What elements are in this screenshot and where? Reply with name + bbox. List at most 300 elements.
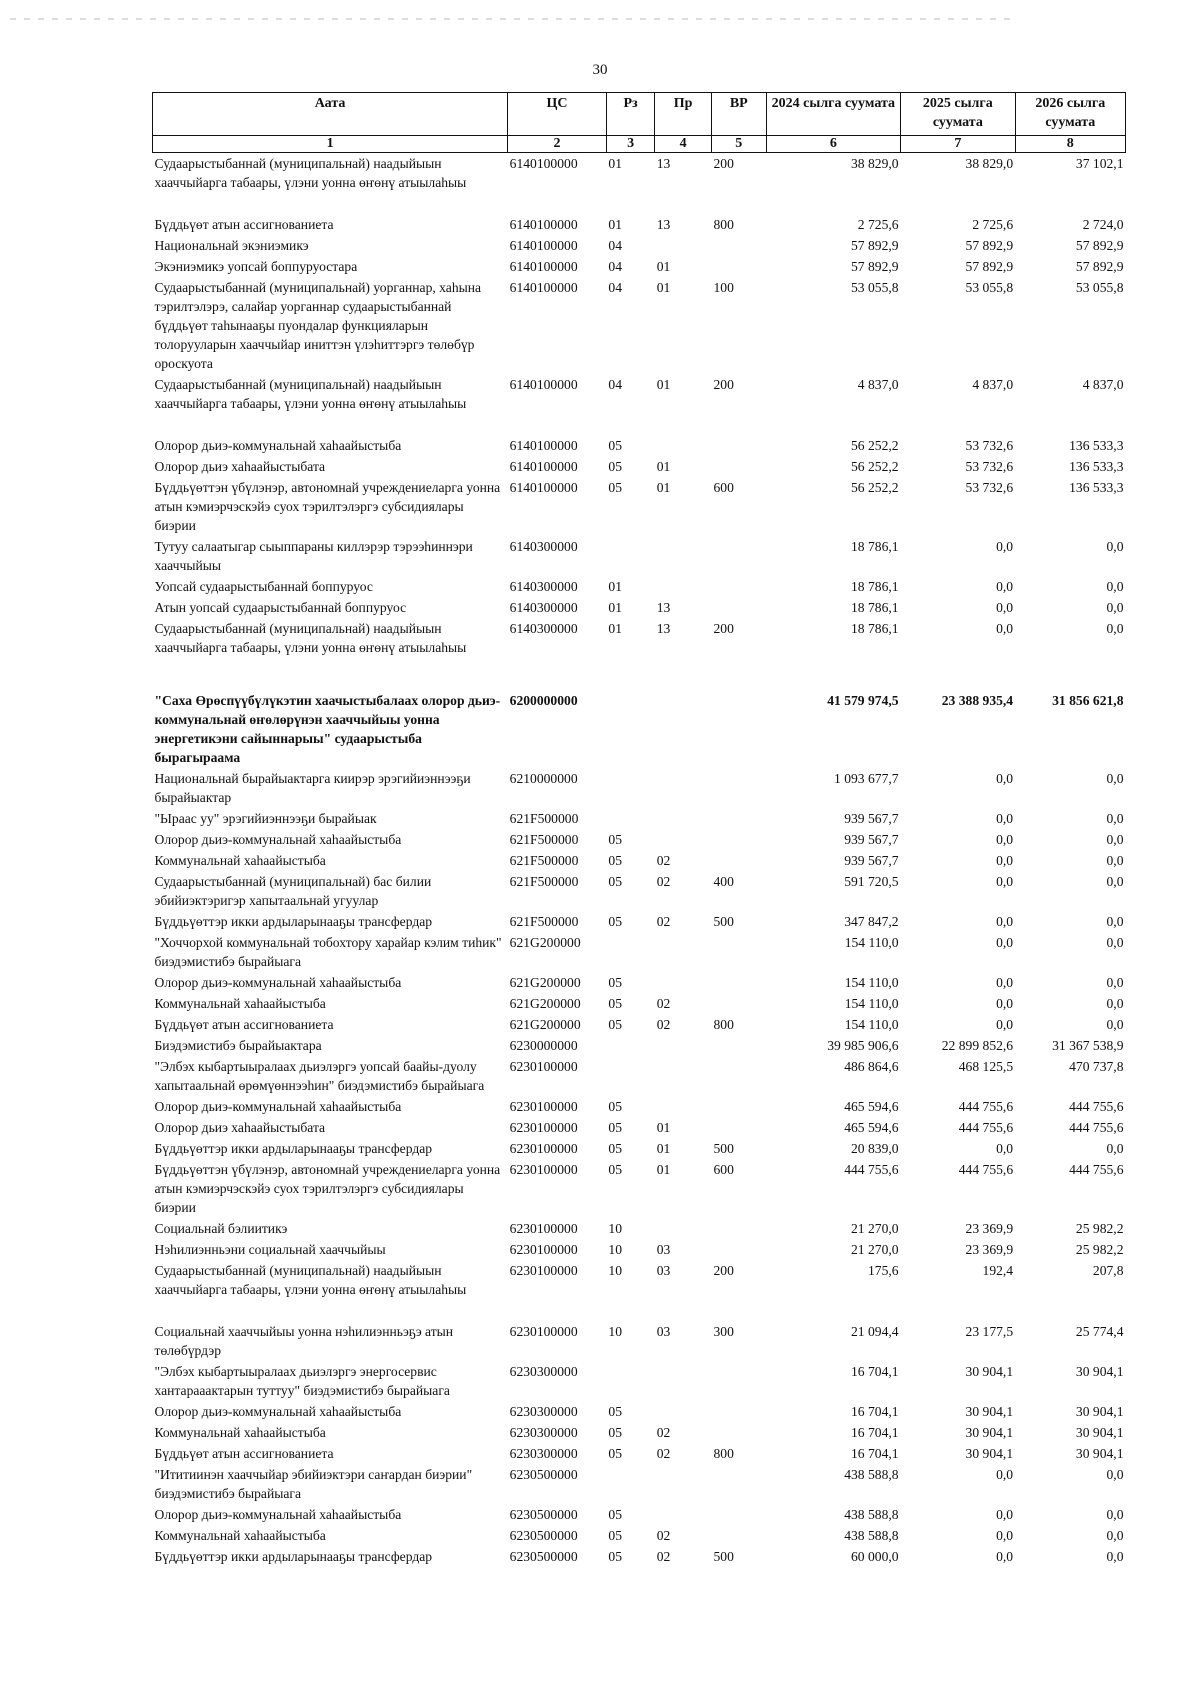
table-header-row	[153, 93, 1126, 136]
row-vr: 200	[713, 621, 734, 636]
row-pr	[655, 972, 712, 993]
table-row	[153, 256, 1126, 277]
row-value-2024: 16 704,1	[851, 1404, 899, 1419]
table-row	[153, 477, 1126, 536]
row-name: Коммунальнай хаһаайыстыба	[154, 996, 326, 1011]
table-row	[153, 768, 1126, 808]
row-code: 621G200000	[509, 1017, 581, 1032]
row-value-2026: 25 774,4	[1075, 1324, 1124, 1339]
row-rz: 05	[608, 1425, 622, 1440]
row-code: 6230500000	[509, 1467, 578, 1482]
row-value-2024: 57 892,9	[851, 238, 899, 253]
row-code: 6230300000	[509, 1404, 578, 1419]
row-vr: 800	[713, 217, 734, 232]
row-code: 6230500000	[509, 1507, 578, 1522]
row-rz: 05	[608, 874, 622, 889]
row-name: Судаарыстыбаннай (муниципальнай) наадыйыын хааччыйарга табаары, үлэни уонна өҥөнү атыылаһыы	[154, 1263, 467, 1297]
row-code: 6140300000	[509, 539, 578, 554]
column-number: 3	[606, 136, 654, 153]
row-pr	[655, 1464, 712, 1504]
row-value-2025: 0,0	[996, 874, 1014, 889]
row-value-2026: 0,0	[1106, 1528, 1124, 1543]
column-header-2024: 2024 сылга суумата	[766, 93, 900, 136]
row-vr	[711, 829, 766, 850]
row-code: 6230100000	[509, 1099, 578, 1114]
row-code: 6140100000	[509, 377, 578, 392]
row-code: 6230100000	[509, 1162, 578, 1177]
row-value-2025: 444 755,6	[958, 1162, 1014, 1177]
row-pr	[655, 235, 712, 256]
row-value-2024: 18 786,1	[851, 600, 899, 615]
row-pr: 02	[656, 914, 671, 929]
column-header-vr: ВР	[711, 93, 766, 136]
row-value-2025: 53 732,6	[965, 438, 1014, 453]
row-vr	[711, 993, 766, 1014]
column-number: 6	[766, 136, 900, 153]
table-row	[153, 1239, 1126, 1260]
row-code: 6230100000	[509, 1221, 578, 1236]
table-row	[153, 972, 1126, 993]
row-value-2024: 2 725,6	[857, 217, 899, 232]
row-pr	[655, 932, 712, 972]
table-row	[153, 277, 1126, 374]
row-value-2026: 136 533,3	[1069, 459, 1124, 474]
row-value-2026: 30 904,1	[1075, 1364, 1124, 1379]
row-name: Нэһилиэнньэни социальнай хааччыйыы	[154, 1242, 386, 1257]
row-pr: 01	[656, 280, 671, 295]
row-pr	[655, 1218, 712, 1239]
row-vr	[711, 256, 766, 277]
row-name: Олорор дьиэ хаһаайыстыбата	[154, 1120, 326, 1135]
table-row	[153, 1014, 1126, 1035]
row-name: Судаарыстыбаннай (муниципальнай) бас билии эбийиэктэригэр хапытаальнай угуулар	[154, 874, 432, 908]
row-pr: 02	[656, 1017, 671, 1032]
table-row	[153, 1159, 1126, 1218]
row-pr	[655, 1056, 712, 1096]
row-code: 6230300000	[509, 1425, 578, 1440]
row-value-2024: 20 839,0	[851, 1141, 899, 1156]
row-code: 621F500000	[509, 914, 579, 929]
row-name: Бүддьүөттэн үбүлэнэр, автономнай учреждениеларга уонна атын кэмиэрчэскэйэ суох тэрилтэлэргэ субсидиялары биэрии	[154, 480, 501, 533]
row-pr	[655, 1401, 712, 1422]
row-value-2026: 136 533,3	[1069, 438, 1124, 453]
table-row	[153, 1056, 1126, 1096]
row-value-2024: 16 704,1	[851, 1446, 899, 1461]
table-row	[153, 597, 1126, 618]
row-value-2026: 0,0	[1106, 1549, 1124, 1564]
row-name: Бүддьүөттэн үбүлэнэр, автономнай учреждениеларга уонна атын кэмиэрчэскэйэ суох тэрилтэлэргэ субсидиялары биэрии	[154, 1162, 501, 1215]
row-pr: 01	[656, 459, 671, 474]
row-pr: 13	[656, 156, 671, 171]
row-vr: 500	[713, 1141, 734, 1156]
table-row	[153, 235, 1126, 256]
row-value-2025: 0,0	[996, 811, 1014, 826]
row-name: Судаарыстыбаннай (муниципальнай) уорганнар, хаһына тэрилтэлэрэ, салайар уорганнар судаарыстыбаннай бүддьүөт таһынааҕы пуондалар функцияларын толорууларын хааччыйар иниттэн үлэһиттэргэ төлөбүр ороскуота	[154, 280, 482, 371]
row-rz: 05	[608, 1141, 622, 1156]
row-value-2026: 0,0	[1106, 600, 1124, 615]
row-vr	[711, 1218, 766, 1239]
row-rz: 05	[608, 1446, 622, 1461]
row-value-2025: 38 829,0	[965, 156, 1014, 171]
column-header-pr: Пр	[655, 93, 712, 136]
row-value-2025: 0,0	[996, 935, 1014, 950]
row-value-2024: 21 270,0	[851, 1242, 899, 1257]
row-rz: 10	[608, 1263, 622, 1278]
row-value-2026: 57 892,9	[1075, 259, 1124, 274]
row-pr: 13	[656, 217, 671, 232]
row-value-2026: 136 533,3	[1069, 480, 1124, 495]
row-vr: 600	[713, 480, 734, 495]
row-value-2025: 0,0	[996, 914, 1014, 929]
row-value-2024: 56 252,2	[851, 459, 899, 474]
row-value-2025: 30 904,1	[965, 1404, 1014, 1419]
row-value-2026: 57 892,9	[1075, 238, 1124, 253]
row-value-2026: 30 904,1	[1075, 1425, 1124, 1440]
row-rz: 10	[608, 1221, 622, 1236]
row-value-2024: 16 704,1	[851, 1364, 899, 1379]
row-value-2024: 18 786,1	[851, 579, 899, 594]
row-name: Бүддьүөт атын ассигнованиета	[154, 1017, 334, 1032]
row-rz	[606, 808, 654, 829]
row-value-2024: 53 055,8	[851, 280, 899, 295]
row-value-2024: 465 594,6	[844, 1120, 899, 1135]
row-rz: 05	[608, 914, 622, 929]
row-vr	[711, 1056, 766, 1096]
row-value-2026: 37 102,1	[1075, 156, 1124, 171]
row-value-2024: 21 270,0	[851, 1221, 899, 1236]
row-vr	[711, 1035, 766, 1056]
row-vr	[711, 456, 766, 477]
row-value-2026: 0,0	[1106, 975, 1124, 990]
row-code: 6230100000	[509, 1059, 578, 1074]
row-vr	[711, 768, 766, 808]
row-vr: 500	[713, 1549, 734, 1564]
row-pr	[655, 435, 712, 456]
row-vr: 200	[713, 1263, 734, 1278]
row-value-2025: 0,0	[996, 539, 1014, 554]
row-pr	[655, 1035, 712, 1056]
row-rz: 04	[608, 238, 622, 253]
table-row	[153, 374, 1126, 435]
row-value-2025: 23 177,5	[965, 1324, 1014, 1339]
row-pr	[655, 1096, 712, 1117]
row-vr	[711, 1096, 766, 1117]
table-row	[153, 850, 1126, 871]
row-vr: 100	[713, 280, 734, 295]
row-vr	[711, 850, 766, 871]
row-rz: 10	[608, 1324, 622, 1339]
row-code: 6140100000	[509, 156, 578, 171]
row-value-2024: 939 567,7	[844, 832, 899, 847]
row-name: "Саха Өрөспүүбүлүкэтин хаачыстыбалаах олорор дьиэ-коммунальнай өҥөлөрүнэн хааччыйыы уонна энергетикэни сайыннарыы" судаарыстыба бырагыраама	[154, 693, 501, 765]
row-pr: 02	[656, 1446, 671, 1461]
row-vr	[711, 1117, 766, 1138]
row-name: "Ыраас уу" эрэгийиэннээҕи бырайыак	[154, 811, 377, 826]
row-value-2026: 0,0	[1106, 874, 1124, 889]
row-rz: 05	[608, 853, 622, 868]
row-value-2026: 0,0	[1106, 853, 1124, 868]
row-vr	[711, 597, 766, 618]
row-vr	[711, 1525, 766, 1546]
row-pr: 01	[656, 1141, 671, 1156]
table-row	[153, 1321, 1126, 1361]
row-value-2026: 0,0	[1106, 996, 1124, 1011]
row-name: Национальнай экэниэмикэ	[154, 238, 309, 253]
table-row	[153, 618, 1126, 679]
column-header-2025: 2025 сылга суумата	[901, 93, 1016, 136]
row-rz: 01	[608, 621, 622, 636]
row-name: Олорор дьиэ-коммунальнай хаһаайыстыба	[154, 1404, 402, 1419]
table-row	[153, 932, 1126, 972]
row-value-2025: 0,0	[996, 996, 1014, 1011]
row-name: Судаарыстыбаннай (муниципальнай) наадыйыын хааччыйарга табаары, үлэни уонна өҥөнү атыылаһыы	[154, 156, 467, 190]
row-value-2025: 0,0	[996, 771, 1014, 786]
column-number: 7	[901, 136, 1016, 153]
row-name: Олорор дьиэ-коммунальнай хаһаайыстыба	[154, 832, 402, 847]
table-row	[153, 1422, 1126, 1443]
row-pr	[655, 1504, 712, 1525]
row-value-2026: 0,0	[1106, 579, 1124, 594]
row-value-2024: 38 829,0	[851, 156, 899, 171]
row-value-2026: 0,0	[1106, 539, 1124, 554]
row-rz: 05	[608, 1120, 622, 1135]
row-rz	[606, 1464, 654, 1504]
row-rz: 05	[608, 996, 622, 1011]
row-value-2026: 25 982,2	[1075, 1242, 1124, 1257]
row-name: Уопсай судаарыстыбаннай боппуруос	[154, 579, 373, 594]
row-pr: 02	[656, 874, 671, 889]
column-number: 5	[711, 136, 766, 153]
row-value-2025: 0,0	[996, 1549, 1014, 1564]
row-vr	[711, 932, 766, 972]
row-rz	[606, 932, 654, 972]
row-value-2024: 438 588,8	[844, 1467, 899, 1482]
row-pr: 02	[656, 1425, 671, 1440]
row-code: 621F500000	[509, 832, 579, 847]
row-value-2025: 444 755,6	[958, 1099, 1014, 1114]
row-value-2025: 2 725,6	[972, 217, 1014, 232]
row-pr: 02	[656, 1549, 671, 1564]
row-rz: 05	[608, 1017, 622, 1032]
row-value-2026: 0,0	[1106, 1467, 1124, 1482]
row-value-2024: 154 110,0	[844, 996, 899, 1011]
row-value-2026: 31 856 621,8	[1052, 693, 1124, 708]
row-rz: 04	[608, 259, 622, 274]
row-name: Олорор дьиэ-коммунальнай хаһаайыстыба	[154, 975, 402, 990]
row-value-2024: 56 252,2	[851, 480, 899, 495]
row-name: Социальнай хааччыйыы уонна нэһилиэнньэҕэ атын төлөбүрдэр	[154, 1324, 454, 1358]
row-code: 6140100000	[509, 217, 578, 232]
row-pr: 01	[656, 259, 671, 274]
row-vr: 500	[713, 914, 734, 929]
row-value-2026: 25 982,2	[1075, 1221, 1124, 1236]
row-value-2026: 0,0	[1106, 811, 1124, 826]
table-row	[153, 1096, 1126, 1117]
table-row	[153, 1401, 1126, 1422]
table-row	[153, 871, 1126, 911]
row-value-2025: 192,4	[982, 1263, 1014, 1278]
row-value-2026: 0,0	[1106, 832, 1124, 847]
row-value-2025: 0,0	[996, 621, 1014, 636]
row-rz: 05	[608, 1528, 622, 1543]
row-vr	[711, 1422, 766, 1443]
row-name: Социальнай бэлиитикэ	[154, 1221, 288, 1236]
row-vr	[711, 1464, 766, 1504]
column-number: 1	[153, 136, 508, 153]
row-name: Биэдэмистибэ бырайыактара	[154, 1038, 322, 1053]
row-name: "Элбэх кыбартыыралаах дьиэлэргэ уопсай баайы-дуолу хапытаальнай өрөмүөннээһин" биэдэмистибэ бырайыага	[154, 1059, 485, 1093]
row-rz: 01	[608, 600, 622, 615]
row-value-2026: 0,0	[1106, 771, 1124, 786]
row-value-2024: 4 837,0	[857, 377, 899, 392]
row-value-2026: 30 904,1	[1075, 1404, 1124, 1419]
row-value-2025: 0,0	[996, 1507, 1014, 1522]
row-value-2025: 4 837,0	[972, 377, 1014, 392]
row-name: Экэниэмикэ уопсай боппуруостара	[154, 259, 358, 274]
row-value-2024: 57 892,9	[851, 259, 899, 274]
row-name: Коммунальнай хаһаайыстыба	[154, 1425, 326, 1440]
row-value-2024: 438 588,8	[844, 1528, 899, 1543]
row-value-2024: 1 093 677,7	[834, 771, 899, 786]
row-rz	[606, 768, 654, 808]
row-pr: 03	[656, 1242, 671, 1257]
table-row	[153, 214, 1126, 235]
column-header-name: Аата	[153, 93, 508, 136]
row-code: 6140300000	[509, 600, 578, 615]
row-name: Судаарыстыбаннай (муниципальнай) наадыйыын хааччыйарга табаары, үлэни уонна өҥөнү атыылаһыы	[154, 621, 467, 655]
row-vr	[711, 1239, 766, 1260]
row-value-2026: 31 367 538,9	[1052, 1038, 1124, 1053]
row-value-2025: 53 732,6	[965, 480, 1014, 495]
table-row	[153, 536, 1126, 576]
row-code: 621G200000	[509, 996, 581, 1011]
row-value-2026: 30 904,1	[1075, 1446, 1124, 1461]
table-row	[153, 1260, 1126, 1321]
row-pr	[655, 829, 712, 850]
row-code: 621F500000	[509, 853, 579, 868]
table-row	[153, 1546, 1126, 1567]
scan-artifact-line	[10, 18, 1010, 20]
row-name: Олорор дьиэ хаһаайыстыбата	[154, 459, 326, 474]
row-name: Бүддьүөттэр икки ардыларынааҕы трансфердар	[154, 1549, 433, 1564]
row-vr	[711, 808, 766, 829]
row-value-2024: 939 567,7	[844, 811, 899, 826]
row-code: 621F500000	[509, 874, 579, 889]
row-value-2026: 444 755,6	[1069, 1162, 1124, 1177]
row-rz	[606, 536, 654, 576]
row-code: 6230100000	[509, 1141, 578, 1156]
row-code: 6140100000	[509, 459, 578, 474]
row-code: 6140100000	[509, 280, 578, 295]
row-pr: 03	[656, 1324, 671, 1339]
row-value-2026: 470 737,8	[1069, 1059, 1124, 1074]
row-value-2025: 468 125,5	[958, 1059, 1014, 1074]
column-number: 4	[655, 136, 712, 153]
row-code: 621G200000	[509, 935, 581, 950]
row-value-2025: 0,0	[996, 579, 1014, 594]
row-rz: 05	[608, 459, 622, 474]
table-row	[153, 1035, 1126, 1056]
row-value-2025: 0,0	[996, 600, 1014, 615]
row-value-2025: 57 892,9	[965, 259, 1014, 274]
table-row	[153, 679, 1126, 768]
row-name: "Хоччорхой коммунальнай тобохтору харайар кэлим тиһик" биэдэмистибэ бырайыага	[154, 935, 502, 969]
row-value-2025: 30 904,1	[965, 1446, 1014, 1461]
budget-sheet	[152, 92, 1126, 1567]
row-value-2026: 0,0	[1106, 1017, 1124, 1032]
row-code: 6230100000	[509, 1120, 578, 1135]
row-vr	[711, 972, 766, 993]
row-name: Бүддьүөт атын ассигнованиета	[154, 217, 334, 232]
row-value-2025: 30 904,1	[965, 1364, 1014, 1379]
row-value-2026: 0,0	[1106, 935, 1124, 950]
row-vr	[711, 1401, 766, 1422]
row-pr: 03	[656, 1263, 671, 1278]
row-vr: 200	[713, 377, 734, 392]
row-value-2024: 438 588,8	[844, 1507, 899, 1522]
row-value-2026: 2 724,0	[1082, 217, 1124, 232]
row-rz: 01	[608, 579, 622, 594]
row-value-2024: 444 755,6	[844, 1162, 899, 1177]
row-code: 621G200000	[509, 975, 581, 990]
row-name: Атын уопсай судаарыстыбаннай боппуруос	[154, 600, 407, 615]
row-name: Бүддьүөт атын ассигнованиета	[154, 1446, 334, 1461]
row-value-2024: 18 786,1	[851, 539, 899, 554]
row-vr	[711, 235, 766, 256]
row-code: 6200000000	[509, 693, 578, 708]
row-rz: 05	[608, 975, 622, 990]
row-code: 6210000000	[509, 771, 578, 786]
row-pr: 13	[656, 621, 671, 636]
row-rz: 04	[608, 280, 622, 295]
row-value-2026: 53 055,8	[1075, 280, 1124, 295]
row-rz: 05	[608, 832, 622, 847]
row-code: 6230100000	[509, 1242, 578, 1257]
row-value-2026: 0,0	[1106, 1141, 1124, 1156]
row-code: 6140100000	[509, 259, 578, 274]
row-value-2024: 486 864,6	[844, 1059, 899, 1074]
row-rz	[606, 679, 654, 768]
row-value-2024: 939 567,7	[844, 853, 899, 868]
table-row	[153, 829, 1126, 850]
row-rz: 05	[608, 1099, 622, 1114]
table-row	[153, 153, 1126, 215]
row-rz: 01	[608, 217, 622, 232]
row-vr	[711, 1504, 766, 1525]
row-name: Олорор дьиэ-коммунальнай хаһаайыстыба	[154, 1099, 402, 1114]
table-row	[153, 993, 1126, 1014]
row-rz	[606, 1056, 654, 1096]
row-code: 6140300000	[509, 579, 578, 594]
row-rz: 01	[608, 156, 622, 171]
row-value-2025: 30 904,1	[965, 1425, 1014, 1440]
row-value-2025: 444 755,6	[958, 1120, 1014, 1135]
table-row	[153, 1117, 1126, 1138]
column-header-code: ЦС	[508, 93, 607, 136]
row-vr: 600	[713, 1162, 734, 1177]
row-code: 6230100000	[509, 1263, 578, 1278]
row-name: Коммунальнай хаһаайыстыба	[154, 1528, 326, 1543]
row-rz: 04	[608, 377, 622, 392]
row-value-2024: 154 110,0	[844, 975, 899, 990]
table-row	[153, 576, 1126, 597]
row-value-2024: 16 704,1	[851, 1425, 899, 1440]
row-rz: 05	[608, 1549, 622, 1564]
row-rz	[606, 1035, 654, 1056]
row-pr: 01	[656, 377, 671, 392]
row-pr	[655, 768, 712, 808]
row-value-2025: 53 055,8	[965, 280, 1014, 295]
